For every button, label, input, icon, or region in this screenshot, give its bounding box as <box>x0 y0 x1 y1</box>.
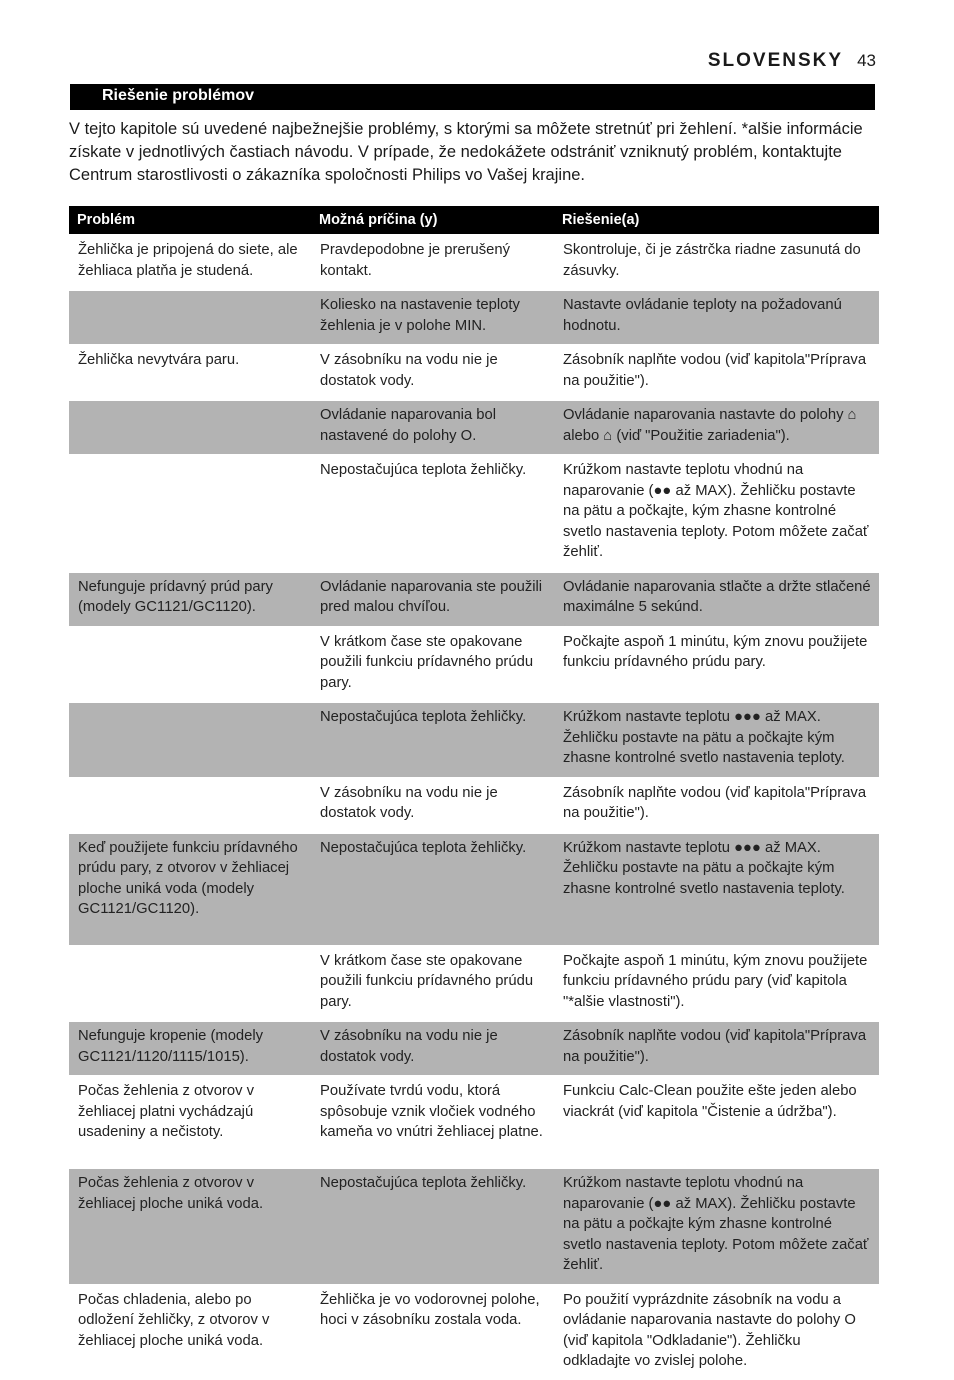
cause-cell: Nepostačujúca teplota žehličky. <box>311 1168 554 1285</box>
problem-cell: Počas žehlenia z otvorov v žehliacej platni vychádzajú usadeniny a nečistoty. <box>69 1076 311 1168</box>
page-number: 43 <box>857 51 876 70</box>
table-row <box>69 290 879 345</box>
header-problem: Problém <box>69 205 311 235</box>
language-label: SLOVENSKY <box>707 50 844 71</box>
solution-cell: Počkajte aspoň 1 minútu, kým znovu použijete funkciu prídavného prúdu pary (viď kapitola "*alšie vlastnosti"). <box>554 946 879 1022</box>
solution-cell: Krúžkom nastavte teplotu ●●● až MAX. Žehličku postavte na pätu a počkajte kým zhasne kontrolné svetlo nastavenia teploty. <box>554 702 879 778</box>
table-row <box>69 1021 879 1076</box>
problem-cell <box>69 455 311 572</box>
header-solution: Riešenie(a) <box>554 205 879 235</box>
problem-cell <box>69 400 311 455</box>
solution-cell: Skontroluje, či je zástrčka riadne zasunutá do zásuvky. <box>554 235 879 290</box>
table-row <box>69 627 879 703</box>
solution-cell: Po použití vyprázdnite zásobník na vodu a ovládanie naparovania nastavte do polohy O (viď kapitola "Odkladanie"). Žehličku odkladajte vo zvislej polohe. <box>554 1285 879 1380</box>
cause-cell: Žehlička je vo vodorovnej polohe, hoci v zásobníku zostala voda. <box>311 1285 554 1380</box>
cause-cell: V zásobníku na vodu nie je dostatok vody. <box>311 778 554 833</box>
cause-cell: Pravdepodobne je prerušený kontakt. <box>311 235 554 290</box>
cause-cell: V krátkom čase ste opakovane použili funkciu prídavného prúdu pary. <box>311 946 554 1022</box>
solution-cell: Krúžkom nastavte teplotu ●●● až MAX. Žehličku postavte na pätu a počkajte kým zhasne kontrolné svetlo nastavenia teploty. <box>554 833 879 946</box>
solution-cell: Krúžkom nastavte teplotu vhodnú na naparovanie (●● až MAX). Žehličku postavte na pätu a počkajte kým zhasne kontrolné svetlo nastavenia teploty. Potom môžete začať žehliť. <box>554 1168 879 1285</box>
cause-cell: Používate tvrdú vodu, ktorá spôsobuje vznik vločiek vodného kameňa vo vnútri žehliacej platne. <box>311 1076 554 1168</box>
problem-cell <box>69 778 311 833</box>
header-cause: Možná príčina (y) <box>311 205 554 235</box>
table-row <box>69 833 879 946</box>
problem-cell: Počas žehlenia z otvorov v žehliacej ploche uniká voda. <box>69 1168 311 1285</box>
cause-cell: Koliesko na nastavenie teploty žehlenia je v polohe MIN. <box>311 290 554 345</box>
solution-cell: Ovládanie naparovania nastavte do polohy ⌂ alebo ⌂ (viď "Použitie zariadenia"). <box>554 400 879 455</box>
problem-cell <box>69 946 311 1022</box>
table-row <box>69 1168 879 1285</box>
problem-cell: Nefunguje kropenie (modely GC1121/1120/1115/1015). <box>69 1021 311 1076</box>
cause-cell: V zásobníku na vodu nie je dostatok vody. <box>311 1021 554 1076</box>
cause-cell: Nepostačujúca teplota žehličky. <box>311 702 554 778</box>
problem-cell <box>69 627 311 703</box>
page-header <box>708 50 876 72</box>
solution-cell: Zásobník naplňte vodou (viď kapitola"Príprava na použitie"). <box>554 345 879 400</box>
table-row <box>69 400 879 455</box>
cause-cell: Nepostačujúca teplota žehličky. <box>311 455 554 572</box>
table-row <box>69 455 879 572</box>
table-row <box>69 1076 879 1168</box>
table-row <box>69 946 879 1022</box>
table-header-row <box>69 205 879 235</box>
problem-cell: Žehlička je pripojená do siete, ale žehliaca platňa je studená. <box>69 235 311 290</box>
solution-cell: Zásobník naplňte vodou (viď kapitola"Príprava na použitie"). <box>554 1021 879 1076</box>
table-row <box>69 778 879 833</box>
solution-cell: Ovládanie naparovania stlačte a držte stlačené maximálne 5 sekúnd. <box>554 572 879 627</box>
problem-cell <box>69 290 311 345</box>
table-row <box>69 702 879 778</box>
problem-cell: Keď použijete funkciu prídavného prúdu pary, z otvorov v žehliacej ploche uniká voda (modely GC1121/GC1120). <box>69 833 311 946</box>
intro-paragraph: V tejto kapitole sú uvedené najbežnejšie problémy, s ktorými sa môžete stretnúť pri žehlení. *alšie informácie získate v jednotlivých častiach návodu. V prípade, že nedokážete odstrániť vzniknutý problém, kontaktujte Centrum starostlivosti o zákazníka spoločnosti Philips vo Vašej krajine. <box>69 120 863 184</box>
cause-cell: V krátkom čase ste opakovane použili funkciu prídavného prúdu pary. <box>311 627 554 703</box>
table-row <box>69 572 879 627</box>
cause-cell: Ovládanie naparovania ste použili pred malou chvíľou. <box>311 572 554 627</box>
table-row <box>69 1285 879 1380</box>
solution-cell: Nastavte ovládanie teploty na požadovanú hodnotu. <box>554 290 879 345</box>
section-title: Riešenie problémov <box>70 84 875 110</box>
problem-cell: Nefunguje prídavný prúd pary (modely GC1121/GC1120). <box>69 572 311 627</box>
solution-cell: Počkajte aspoň 1 minútu, kým znovu použijete funkciu prídavného prúdu pary. <box>554 627 879 703</box>
solution-cell: Zásobník naplňte vodou (viď kapitola"Príprava na použitie"). <box>554 778 879 833</box>
problem-cell <box>69 702 311 778</box>
solution-cell: Krúžkom nastavte teplotu vhodnú na naparovanie (●● až MAX). Žehličku postavte na pätu a počkajte, kým zhasne kontrolné svetlo nastavenia teploty. Potom môžete začať žehliť. <box>554 455 879 572</box>
cause-cell: V zásobníku na vodu nie je dostatok vody. <box>311 345 554 400</box>
solution-cell: Funkciu Calc-Clean použite ešte jeden alebo viackrát (viď kapitola "Čistenie a údržba"). <box>554 1076 879 1168</box>
table-row <box>69 345 879 400</box>
cause-cell: Nepostačujúca teplota žehličky. <box>311 833 554 946</box>
troubleshooting-table <box>69 204 879 1380</box>
cause-cell: Ovládanie naparovania bol nastavené do polohy O. <box>311 400 554 455</box>
table-row <box>69 235 879 290</box>
problem-cell: Počas chladenia, alebo po odložení žehličky, z otvorov v žehliacej ploche uniká voda. <box>69 1285 311 1380</box>
problem-cell: Žehlička nevytvára paru. <box>69 345 311 400</box>
